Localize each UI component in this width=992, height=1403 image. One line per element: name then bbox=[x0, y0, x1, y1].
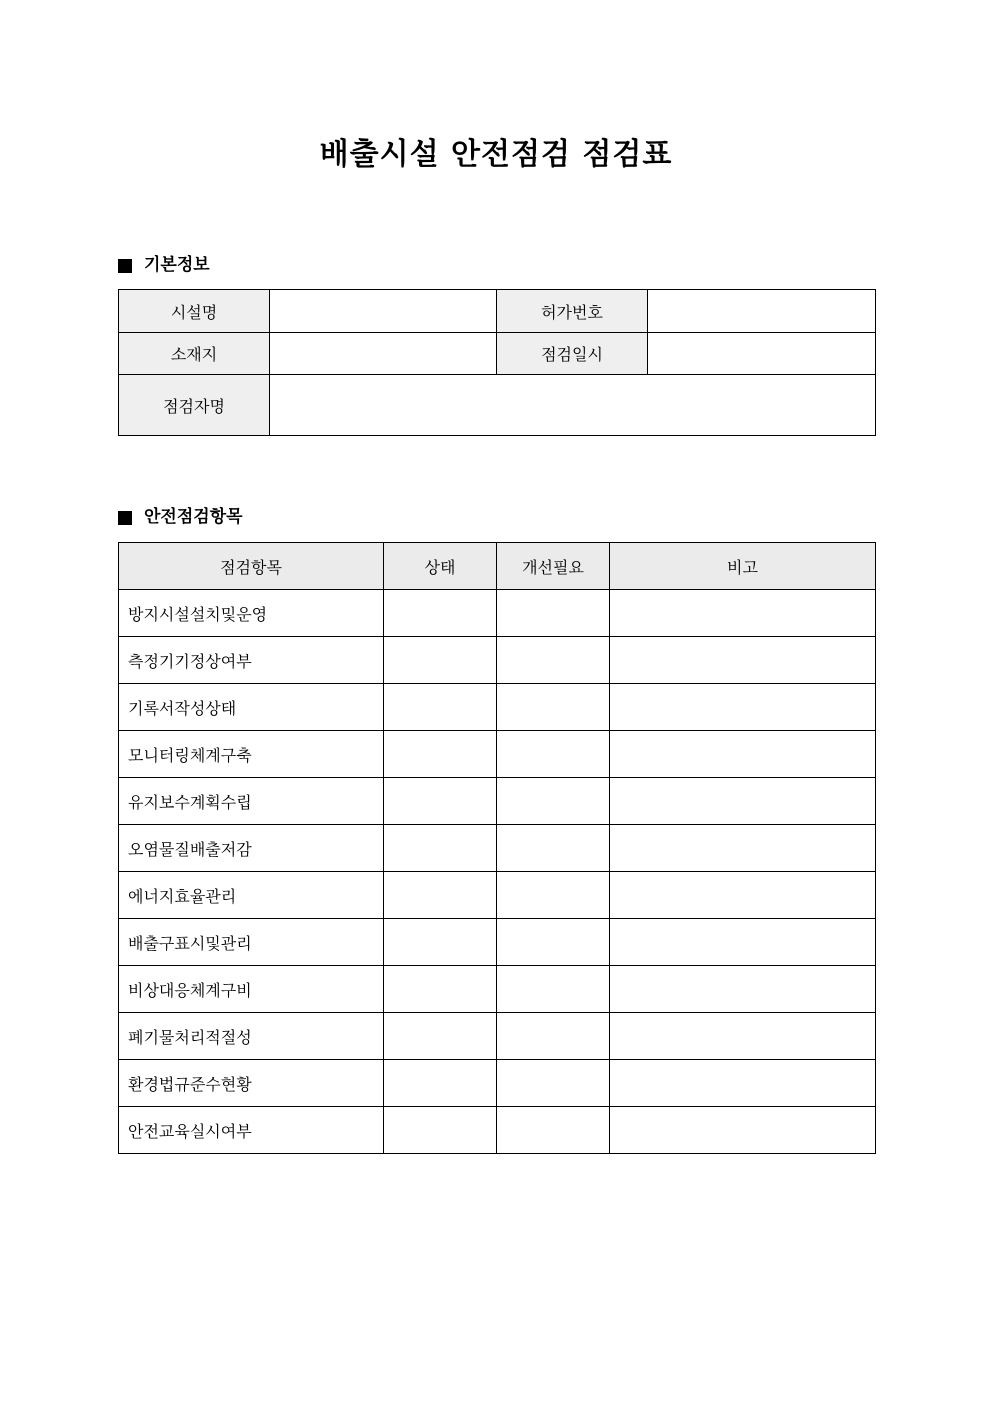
inspection-datetime-label: 점검일시 bbox=[497, 333, 648, 375]
status-cell[interactable] bbox=[384, 778, 497, 825]
table-row bbox=[119, 778, 876, 825]
remarks-cell[interactable] bbox=[610, 637, 876, 684]
section-heading-checklist bbox=[118, 505, 243, 529]
black-square-icon bbox=[118, 259, 132, 273]
table-row bbox=[119, 375, 876, 436]
remarks-cell[interactable] bbox=[610, 872, 876, 919]
improvement-needed-cell[interactable] bbox=[497, 590, 610, 637]
table-row bbox=[119, 684, 876, 731]
table-header-row bbox=[119, 543, 876, 590]
column-header-item: 점검항목 bbox=[119, 543, 384, 590]
improvement-needed-cell[interactable] bbox=[497, 637, 610, 684]
inspector-name-field[interactable] bbox=[270, 375, 876, 436]
improvement-needed-cell[interactable] bbox=[497, 1060, 610, 1107]
check-item-name: 배출구표시및관리 bbox=[119, 919, 384, 966]
table-row bbox=[119, 1107, 876, 1154]
black-square-icon bbox=[118, 511, 132, 525]
remarks-cell[interactable] bbox=[610, 1060, 876, 1107]
table-row bbox=[119, 731, 876, 778]
table-row bbox=[119, 919, 876, 966]
check-item-name: 비상대응체계구비 bbox=[119, 966, 384, 1013]
check-item-name: 오염물질배출저감 bbox=[119, 825, 384, 872]
inspection-datetime-field[interactable] bbox=[648, 333, 876, 375]
status-cell[interactable] bbox=[384, 966, 497, 1013]
remarks-cell[interactable] bbox=[610, 590, 876, 637]
status-cell[interactable] bbox=[384, 1013, 497, 1060]
status-cell[interactable] bbox=[384, 731, 497, 778]
table-row bbox=[119, 590, 876, 637]
facility-name-field[interactable] bbox=[270, 290, 497, 333]
improvement-needed-cell[interactable] bbox=[497, 1013, 610, 1060]
table-row bbox=[119, 825, 876, 872]
table-row bbox=[119, 1013, 876, 1060]
remarks-cell[interactable] bbox=[610, 919, 876, 966]
checklist-table bbox=[118, 542, 876, 1154]
improvement-needed-cell[interactable] bbox=[497, 778, 610, 825]
improvement-needed-cell[interactable] bbox=[497, 731, 610, 778]
check-item-name: 모니터링체계구축 bbox=[119, 731, 384, 778]
status-cell[interactable] bbox=[384, 1107, 497, 1154]
remarks-cell[interactable] bbox=[610, 966, 876, 1013]
check-item-name: 유지보수계획수립 bbox=[119, 778, 384, 825]
inspector-name-label: 점검자명 bbox=[119, 375, 270, 436]
section-heading-label: 기본정보 bbox=[144, 255, 210, 275]
permit-number-field[interactable] bbox=[648, 290, 876, 333]
check-item-name: 환경법규준수현황 bbox=[119, 1060, 384, 1107]
status-cell[interactable] bbox=[384, 825, 497, 872]
table-row bbox=[119, 872, 876, 919]
status-cell[interactable] bbox=[384, 637, 497, 684]
remarks-cell[interactable] bbox=[610, 684, 876, 731]
page-title: 배출시설 안전점검 점검표 bbox=[319, 137, 673, 172]
check-item-name: 에너지효율관리 bbox=[119, 872, 384, 919]
column-header-remarks: 비고 bbox=[610, 543, 876, 590]
remarks-cell[interactable] bbox=[610, 825, 876, 872]
remarks-cell[interactable] bbox=[610, 778, 876, 825]
column-header-improvement: 개선필요 bbox=[497, 543, 610, 590]
improvement-needed-cell[interactable] bbox=[497, 1107, 610, 1154]
table-row bbox=[119, 966, 876, 1013]
check-item-name: 기록서작성상태 bbox=[119, 684, 384, 731]
check-item-name: 안전교육실시여부 bbox=[119, 1107, 384, 1154]
check-item-name: 폐기물처리적절성 bbox=[119, 1013, 384, 1060]
status-cell[interactable] bbox=[384, 684, 497, 731]
remarks-cell[interactable] bbox=[610, 1107, 876, 1154]
table-row bbox=[119, 333, 876, 375]
improvement-needed-cell[interactable] bbox=[497, 825, 610, 872]
basic-info-table bbox=[118, 289, 876, 436]
check-item-name: 방지시설설치및운영 bbox=[119, 590, 384, 637]
table-row bbox=[119, 637, 876, 684]
status-cell[interactable] bbox=[384, 919, 497, 966]
section-heading-basic-info bbox=[118, 253, 210, 277]
status-cell[interactable] bbox=[384, 590, 497, 637]
remarks-cell[interactable] bbox=[610, 731, 876, 778]
remarks-cell[interactable] bbox=[610, 1013, 876, 1060]
improvement-needed-cell[interactable] bbox=[497, 919, 610, 966]
table-row bbox=[119, 290, 876, 333]
location-label: 소재지 bbox=[119, 333, 270, 375]
table-row bbox=[119, 1060, 876, 1107]
facility-name-label: 시설명 bbox=[119, 290, 270, 333]
section-heading-label: 안전점검항목 bbox=[144, 507, 243, 527]
improvement-needed-cell[interactable] bbox=[497, 966, 610, 1013]
permit-number-label: 허가번호 bbox=[497, 290, 648, 333]
improvement-needed-cell[interactable] bbox=[497, 684, 610, 731]
column-header-status: 상태 bbox=[384, 543, 497, 590]
status-cell[interactable] bbox=[384, 1060, 497, 1107]
improvement-needed-cell[interactable] bbox=[497, 872, 610, 919]
location-field[interactable] bbox=[270, 333, 497, 375]
check-item-name: 측정기기정상여부 bbox=[119, 637, 384, 684]
status-cell[interactable] bbox=[384, 872, 497, 919]
